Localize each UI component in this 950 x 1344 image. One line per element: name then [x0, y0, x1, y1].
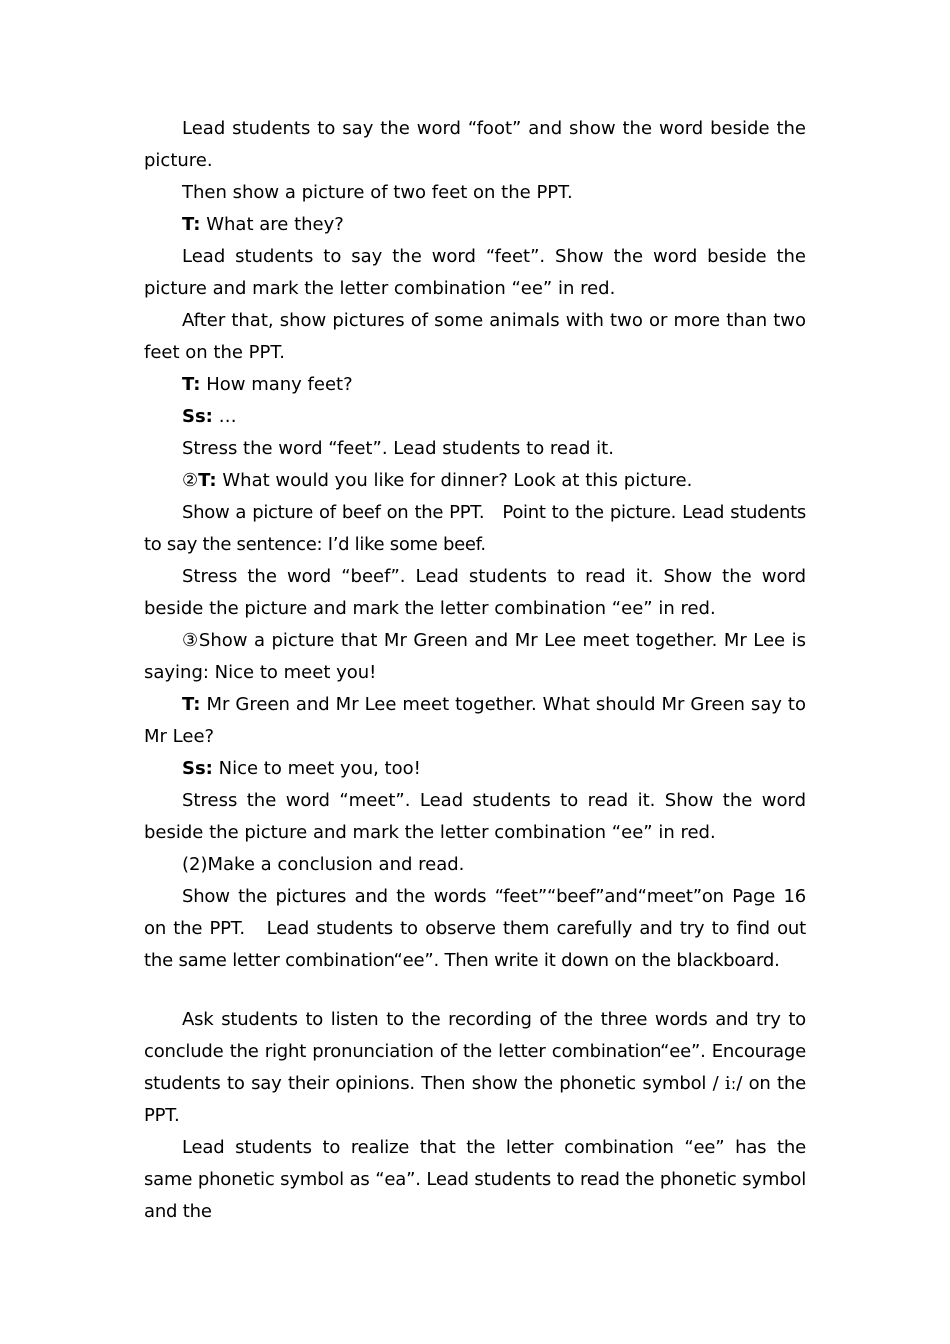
- phonetic-symbol: iː: [724, 1073, 737, 1094]
- paragraph: Stress the word “feet”. Lead students to read it.: [182, 438, 614, 459]
- dialogue-line: [144, 369, 806, 401]
- step-number: ②: [182, 470, 199, 491]
- dialogue-line: [144, 401, 806, 433]
- speaker-label: Ss:: [182, 406, 213, 427]
- paragraph: ③Show a picture that Mr Green and Mr Lee meet together. Mr Lee is saying: Nice to meet you!: [144, 630, 806, 683]
- dialogue-text: Mr Green and Mr Lee meet together. What should Mr Green say to Mr Lee?: [144, 694, 806, 747]
- dialogue-text: …: [212, 406, 237, 427]
- paragraph: Lead students to say the word “feet”. Show the word beside the picture and mark the letter combination “ee” in red.: [144, 246, 806, 299]
- section-heading: (2)Make a conclusion and read.: [182, 854, 465, 875]
- dialogue-text: How many feet?: [200, 374, 353, 395]
- paragraph-text: Ask students to listen to the recording of the three words and try to conclude the right pronunciation of the letter combination“ee”. Encourage students to say their opinions. Then show the phonetic symbol /: [144, 1009, 806, 1094]
- paragraph: Lead students to say the word “foot” and show the word beside the picture.: [144, 118, 806, 171]
- paragraph: Then show a picture of two feet on the PPT.: [182, 182, 573, 203]
- dialogue-line: [144, 753, 806, 785]
- speaker-label: T:: [182, 374, 201, 395]
- paragraph: [144, 1004, 806, 1132]
- speaker-label: T:: [198, 470, 217, 491]
- dialogue-text: What would you like for dinner? Look at this picture.: [216, 470, 693, 491]
- paragraph: After that, show pictures of some animals with two or more than two feet on the PPT.: [144, 310, 806, 363]
- paragraph: Show a picture of beef on the PPT. Point to the picture. Lead students to say the sentence: I’d like some beef.: [144, 502, 806, 555]
- dialogue-text: Nice to meet you, too!: [212, 758, 421, 779]
- paragraph-text: / on the PPT.: [144, 1073, 806, 1126]
- dialogue-line: [144, 209, 806, 241]
- dialogue-line: [144, 465, 806, 497]
- paragraph: Show the pictures and the words “feet”“beef”and“meet”on Page 16 on the PPT. Lead students to observe them carefully and try to find out the same letter combination“ee”. Then write it down on the blackboard.: [144, 886, 806, 971]
- paragraph: Stress the word “beef”. Lead students to read it. Show the word beside the picture and mark the letter combination “ee” in red.: [144, 566, 806, 619]
- speaker-label: T:: [182, 214, 201, 235]
- paragraph: Lead students to realize that the letter combination “ee” has the same phonetic symbol as “ea”. Lead students to read the phonetic symbol and the: [144, 1137, 806, 1222]
- dialogue-text: What are they?: [200, 214, 344, 235]
- dialogue-line: [144, 689, 806, 753]
- document-page: [144, 113, 806, 1228]
- paragraph: Stress the word “meet”. Lead students to read it. Show the word beside the picture and mark the letter combination “ee” in red.: [144, 790, 806, 843]
- speaker-label: T:: [182, 694, 201, 715]
- blank-line: [144, 977, 806, 1004]
- speaker-label: Ss:: [182, 758, 213, 779]
